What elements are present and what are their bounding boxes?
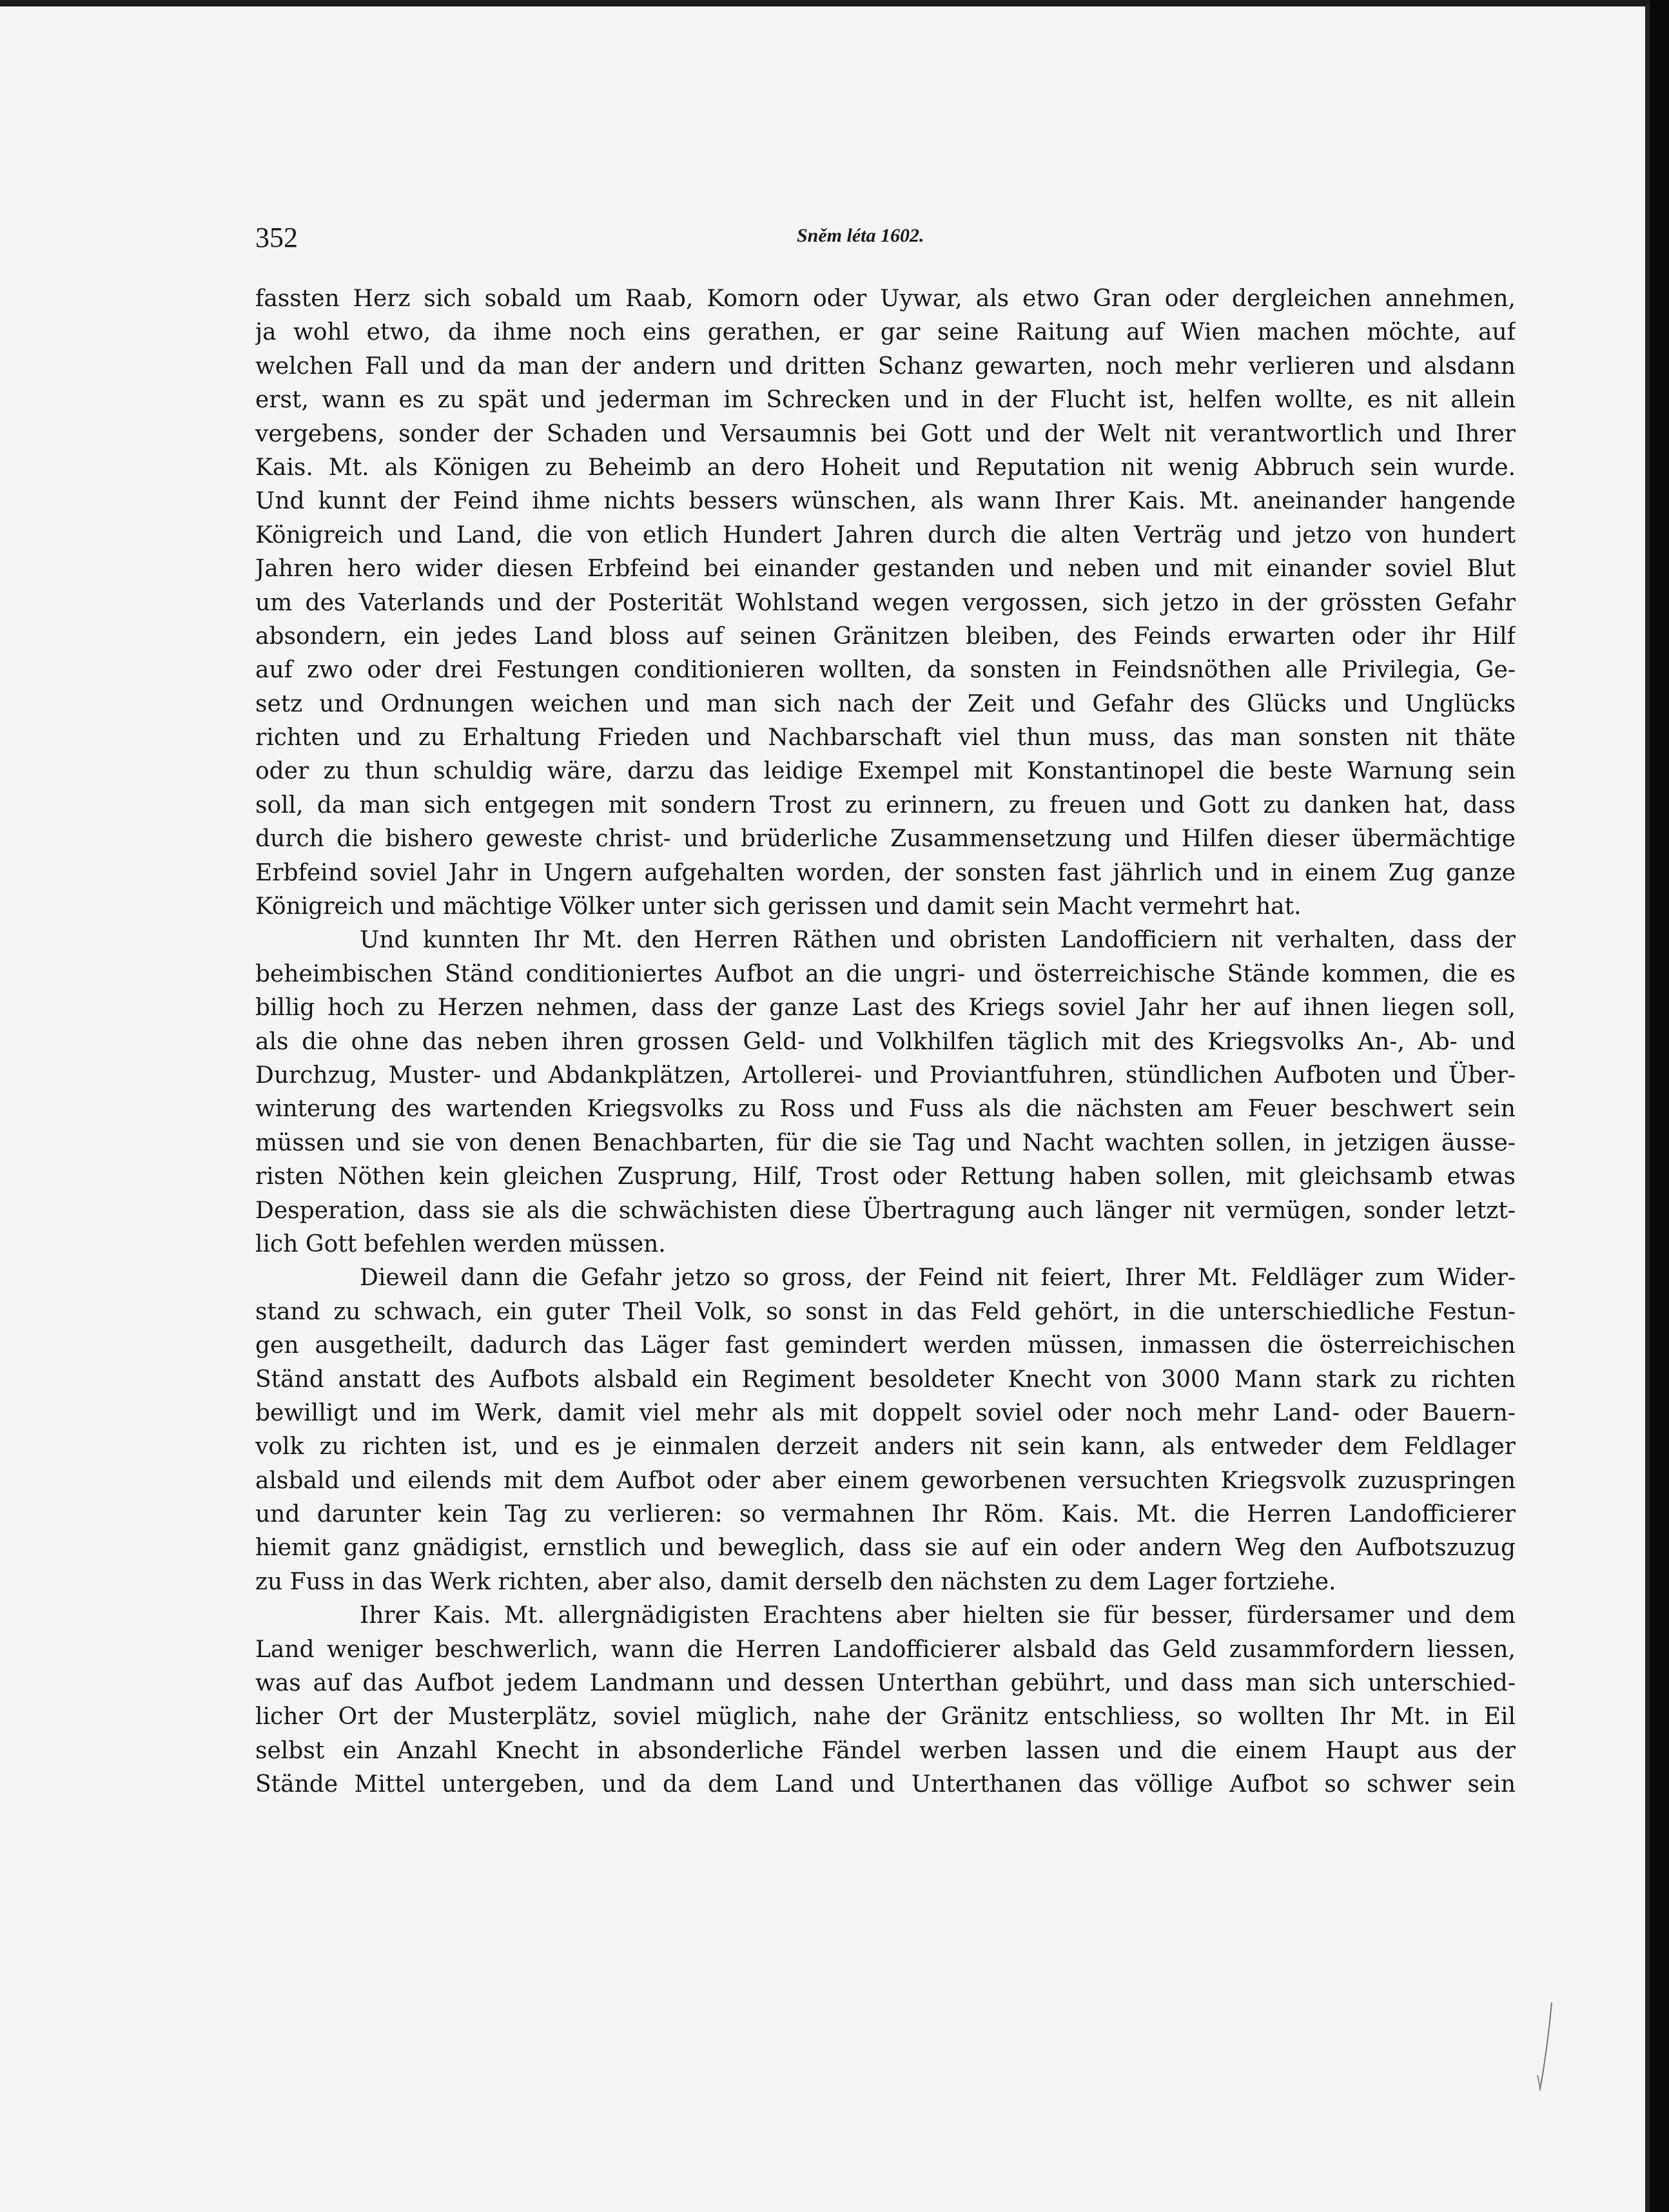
text-line: lich Gott befehlen werden müssen. — [255, 1230, 666, 1257]
text-line: Jahren hero wider diesen Erbfeind bei einander gestanden und neben und mit einander soviel Blut — [255, 556, 1516, 583]
text-line: vergebens, sonder der Schaden und Versaumnis bei Gott und der Welt nit verantwortlich und Ihrer — [255, 420, 1516, 447]
text-line: Durchzug, Muster- und Abdankplätzen, Artollerei- und Proviantfuhren, stündlichen Aufboten und Über- — [255, 1062, 1516, 1089]
page-header — [255, 221, 1516, 260]
text-line: Königreich und mächtige Völker unter sich gerissen und damit sein Macht vermehrt hat. — [255, 893, 1302, 920]
text-line: Stände Mittel untergeben, und da dem Land und Unterthanen das völlige Aufbot so schwer sein — [255, 1771, 1516, 1798]
text-line: Kais. Mt. als Königen zu Beheimb an dero Hoheit und Reputation nit wenig Abbruch sein wurde. — [255, 454, 1516, 481]
text-line: Erbfeind soviel Jahr in Ungern aufgehalten worden, der sonsten fast jährlich und in einem Zug ganze — [255, 859, 1516, 886]
text-line: zu Fuss in das Werk richten, aber also, damit derselb den nächsten zu dem Lager fortziehe. — [255, 1568, 1336, 1595]
text-line: beheimbischen Ständ conditioniertes Aufbot an die ungri- und österreichische Stände kommen, die es — [255, 960, 1516, 987]
page-number: 352 — [255, 222, 298, 253]
text-line: und darunter kein Tag zu verlieren: so vermahnen Ihr Röm. Kais. Mt. die Herren Landofficierer — [255, 1501, 1516, 1528]
scan-border — [1650, 0, 1669, 2212]
text-line: ja wohl etwo, da ihme noch eins gerathen, er gar seine Raitung auf Wien machen möchte, auf — [255, 319, 1516, 346]
text-line: selbst ein Anzahl Knecht in absonderliche Fändel werben lassen und die einem Haupt aus der — [255, 1737, 1516, 1764]
text-line: als die ohne das neben ihren grossen Geld- und Volkhilfen täglich mit des Kriegsvolks An-, Ab- und — [255, 1028, 1516, 1055]
text-line: richten und zu Erhaltung Frieden und Nachbarschaft viel thun muss, das man sonsten nit thäte — [255, 724, 1516, 752]
text-line: absondern, ein jedes Land bloss auf seinen Gränitzen bleiben, des Feinds erwarten oder ihr Hilf — [255, 623, 1516, 650]
text-line: um des Vaterlands und der Posterität Wohlstand wegen vergossen, sich jetzo in der grössten Gefahr — [255, 589, 1516, 616]
text-line: Und kunnten Ihr Mt. den Herren Räthen und obristen Landofficiern nit verhalten, dass der — [360, 927, 1516, 954]
text-line: müssen und sie von denen Benachbarten, für die sie Tag und Nacht wachten sollen, in jetzigen äusse- — [255, 1129, 1516, 1156]
text-line: oder zu thun schuldig wäre, darzu das leidige Exempel mit Konstantinopel die beste Warnung sein — [255, 758, 1516, 785]
text-line: volk zu richten ist, und es je einmalen derzeit anders nit sein kann, als entweder dem Feldlager — [255, 1433, 1516, 1460]
text-line: Und kunnt der Feind ihme nichts bessers wünschen, als wann Ihrer Kais. Mt. aneinander hangende — [255, 488, 1516, 515]
text-line: Ständ anstatt des Aufbots alsbald ein Regiment besoldeter Knecht von 3000 Mann stark zu richten — [255, 1366, 1516, 1393]
text-line: setz und Ordnungen weichen und man sich nach der Zeit und Gefahr des Glücks und Unglücks — [255, 690, 1516, 717]
text-line: Königreich und Land, die von etlich Hundert Jahren durch die alten Verträg und jetzo von hundert — [255, 521, 1516, 548]
text-line: billig hoch zu Herzen nehmen, dass der ganze Last des Kriegs soviel Jahr her auf ihnen liegen soll, — [255, 994, 1516, 1022]
text-line: was auf das Aufbot jedem Landmann und dessen Unterthan gebührt, und dass man sich unterschied- — [255, 1670, 1516, 1697]
text-line: auf zwo oder drei Festungen conditionieren wollten, da sonsten in Feindsnöthen alle Privilegia, Ge- — [255, 657, 1516, 684]
text-line: licher Ort der Musterplätz, soviel müglich, nahe der Gränitz entschliess, so wollten Ihr Mt. in Eil — [255, 1703, 1516, 1731]
text-line: fassten Herz sich sobald um Raab, Komorn oder Uywar, als etwo Gran oder dergleichen annehmen, — [255, 286, 1516, 312]
text-line: Land weniger beschwerlich, wann die Herren Landofficierer alsbald das Geld zusammfordern liessen, — [255, 1636, 1516, 1663]
text-line: erst, wann es zu spät und jederman im Schrecken und in der Flucht ist, helfen wollte, es nit allein — [255, 387, 1516, 414]
text-line: Ihrer Kais. Mt. allergnädigisten Erachtens aber hielten sie für besser, fürdersamer und dem — [360, 1602, 1516, 1629]
running-head: Sněm léta 1602. — [797, 225, 924, 246]
body-text — [255, 282, 1516, 1802]
text-line: soll, da man sich entgegen mit sondern Trost zu erinnern, zu freuen und Gott zu danken hat, dass — [255, 791, 1516, 819]
text-line: winterung des wartenden Kriegsvolks zu Ross und Fuss als die nächsten am Feuer beschwert sein — [255, 1096, 1516, 1123]
text-line: gen ausgetheilt, dadurch das Läger fast gemindert werden müssen, inmassen die österreichischen — [255, 1332, 1516, 1359]
text-line: welchen Fall und da man der andern und dritten Schanz gewarten, noch mehr verlieren und alsdann — [255, 353, 1516, 380]
text-line: hiemit ganz gnädigist, ernstlich und beweglich, dass sie auf ein oder andern Weg den Aufbotszuzug — [255, 1535, 1516, 1562]
pencil-mark — [1532, 1999, 1558, 2096]
text-line: Desperation, dass sie als die schwächisten diese Übertragung auch länger nit vermügen, sonder letzt- — [255, 1197, 1516, 1224]
text-line: risten Nöthen kein gleichen Zusprung, Hilf, Trost oder Rettung haben sollen, mit gleichsamb etwas — [255, 1163, 1516, 1190]
text-line: bewilligt und im Werk, damit viel mehr als mit doppelt soviel oder noch mehr Land- oder Bauern- — [255, 1399, 1516, 1426]
text-line: Dieweil dann die Gefahr jetzo so gross, der Feind nit feiert, Ihrer Mt. Feldläger zum Wider- — [360, 1265, 1516, 1292]
text-line: alsbald und eilends mit dem Aufbot oder aber einem geworbenen versuchten Kriegsvolk zuzuspringen — [255, 1467, 1516, 1494]
text-line: durch die bishero geweste christ- und brüderliche Zusammensetzung und Hilfen dieser übermächtige — [255, 826, 1516, 853]
text-line: stand zu schwach, ein guter Theil Volk, so sonst in das Feld gehört, in die unterschiedliche Festun- — [255, 1298, 1516, 1325]
